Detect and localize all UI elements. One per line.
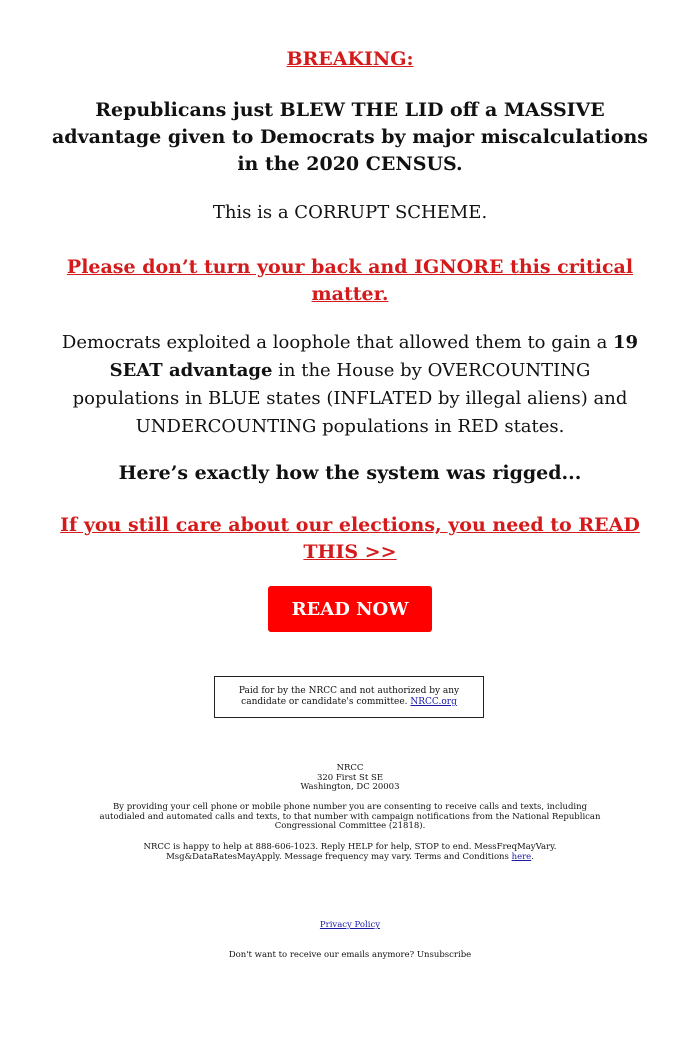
help-text: [95, 843, 605, 862]
unsubscribe-text[interactable]: Don't want to receive our emails anymore? Unsubscribe: [228, 950, 472, 960]
address-org: NRCC: [336, 763, 364, 773]
body-paragraph: [55, 329, 645, 441]
privacy-policy-wrap: [0, 920, 700, 930]
disclaimer-text-wrap: [229, 686, 469, 708]
read-now-button[interactable]: READ NOW: [268, 586, 432, 632]
terms-here-link[interactable]: here: [511, 851, 532, 862]
privacy-policy-link[interactable]: Privacy Policy: [319, 920, 381, 930]
mailing-address: [0, 764, 700, 793]
address-city: Washington, DC 20003: [300, 782, 400, 792]
nrcc-org-link[interactable]: NRCC.org: [410, 697, 457, 707]
help-text-end: .: [531, 851, 534, 862]
body-text-2: in the House by OVERCOUNTING populations in BLUE states (INFLATED by illegal aliens) and UNDERCOUNTING populations in RED states.: [72, 360, 628, 437]
body-bold-seat-advantage: 19 SEAT advantage: [109, 332, 639, 381]
sms-consent-text: By providing your cell phone or mobile phone number you are consenting to receive calls and texts, including autodialed and automated calls and texts, to that number with campaign notifications from the National Republican Congressional Committee (21818).: [99, 802, 601, 831]
read-this-link[interactable]: If you still care about our elections, you need to READ THIS >>: [60, 514, 640, 563]
scheme-line: This is a CORRUPT SCHEME.: [212, 202, 488, 223]
body-text-1: Democrats exploited a loophole that allowed them to gain a: [61, 332, 614, 353]
headline: Republicans just BLEW THE LID off a MASSIVE advantage given to Democrats by major miscalculations in the 2020 CENSUS.: [51, 99, 648, 175]
rigged-line: Here’s exactly how the system was rigged...: [118, 462, 582, 484]
disclaimer-text: Paid for by the NRCC and not authorized by any candidate or candidate's committee.: [238, 686, 460, 707]
paid-for-disclaimer: [214, 676, 484, 718]
help-text-body: NRCC is happy to help at 888-606-1023. Reply HELP for help, STOP to end. MessFreqMayVary. Msg&DataRatesMayApply. Message frequency may vary. Terms and Conditions: [143, 842, 557, 862]
plea-link[interactable]: Please don’t turn your back and IGNORE this critical matter.: [66, 256, 634, 305]
address-street: 320 First St SE: [316, 772, 384, 783]
breaking-label: BREAKING:: [286, 48, 414, 70]
